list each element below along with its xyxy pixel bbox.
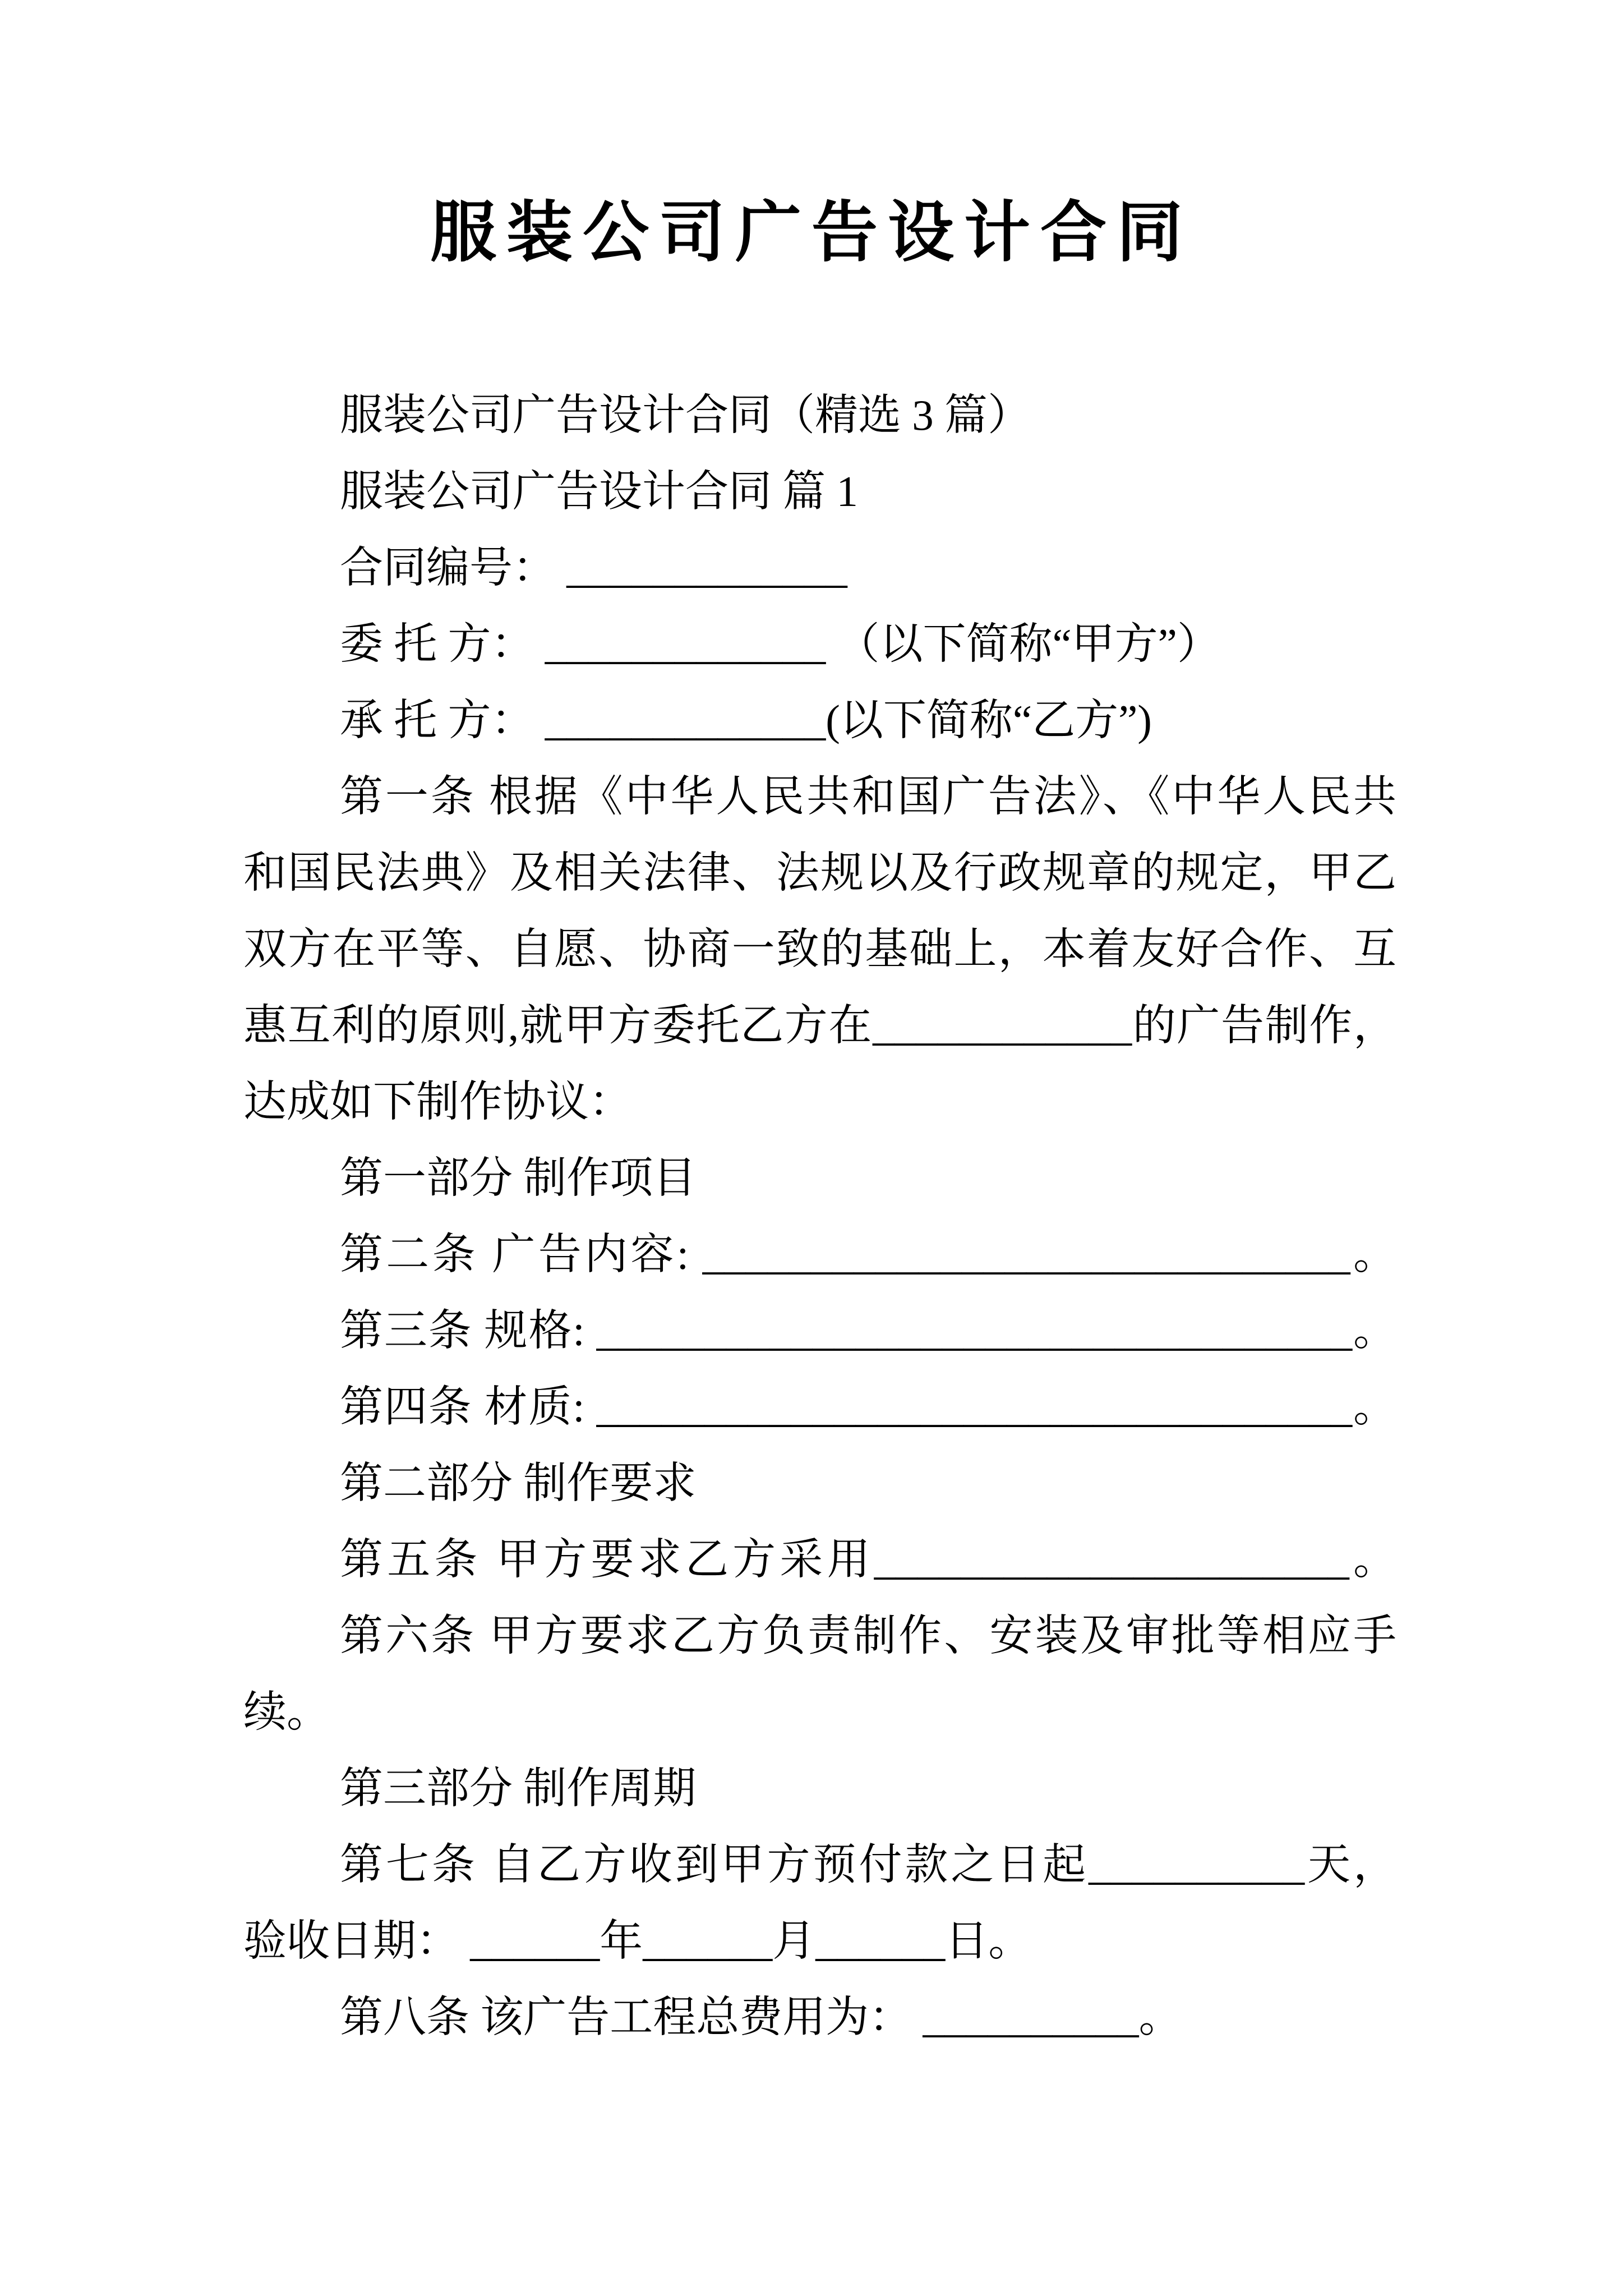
document-body [243, 377, 1396, 2055]
clause-2-line: 第二条 广告内容: ______________________________。 [340, 1230, 1396, 1278]
clause-1-line-2: 和国民法典》及相关法律、法规以及行政规章的规定，甲乙 [243, 849, 1396, 897]
part-1-heading: 第一部分 制作项目 [340, 1154, 697, 1202]
subtitle-line-1: 服装公司广告设计合同（精选 3 篇） [340, 391, 1031, 439]
clause-6-line-1: 第六条 甲方要求乙方负责制作、安装及审批等相应手 [340, 1612, 1396, 1660]
clause-7-line-2: 验收日期： ______年______月______日。 [243, 1917, 1032, 1965]
part-3-heading: 第三部分 制作周期 [340, 1764, 697, 1812]
clause-7-line-1: 第七条 自乙方收到甲方预付款之日起__________天， [340, 1841, 1396, 1889]
clause-3-line: 第三条 规格: ___________________________________。 [340, 1306, 1396, 1355]
clause-1-line-3: 双方在平等、自愿、协商一致的基础上，本着友好合作、互 [243, 925, 1396, 973]
clause-6-line-2: 续。 [243, 1688, 330, 1736]
entrusting-party-line: 委 托 方： _____________ （以下简称“甲方”） [340, 620, 1220, 668]
clause-5-line: 第五条 甲方要求乙方采用______________________。 [340, 1535, 1396, 1584]
clause-4-line: 第四条 材质: ___________________________________。 [340, 1383, 1396, 1431]
clause-1-line-5: 达成如下制作协议： [243, 1078, 632, 1126]
part-2-heading: 第二部分 制作要求 [340, 1459, 697, 1507]
subtitle-line-2: 服装公司广告设计合同 篇 1 [340, 467, 858, 516]
clause-1-line-1: 第一条 根据《中华人民共和国广告法》、《中华人民共 [340, 772, 1396, 821]
clause-1-line-4: 惠互利的原则,就甲方委托乙方在____________的广告制作， [243, 1001, 1396, 1050]
document-title: 服装公司广告设计合同 [430, 196, 1193, 270]
clause-8-line: 第八条 该广告工程总费用为： __________。 [340, 1993, 1182, 2041]
entrusted-party-line: 承 托 方： _____________(以下简称“乙方”) [340, 696, 1152, 744]
contract-number-line: 合同编号： _____________ [340, 544, 847, 592]
